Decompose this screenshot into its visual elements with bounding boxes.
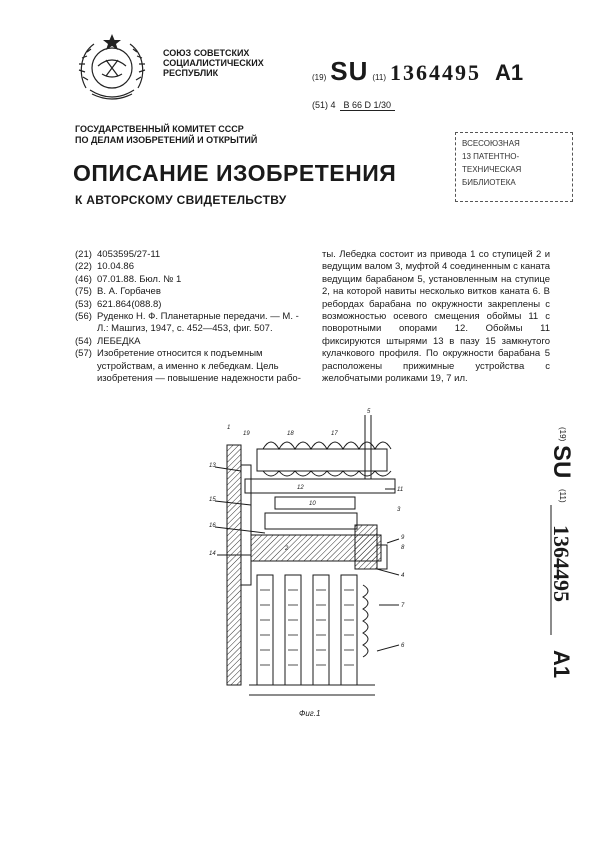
side-country-code: SU <box>548 445 575 479</box>
ipc-class: B 66 D 1/30 <box>340 100 396 111</box>
side-kind-code: A1 <box>549 650 574 679</box>
abstract-text: ты. Лебедка состоит из привода 1 со ступицей 2 и ведущим валом 3, муфтой 4 соединенным с каната ведущим барабаном 5, установленным на ступице 2, на которой навиты несколько витков каната 6. В ребордах барабана по окружности закреплены с возможностью осевого смещения обоймы 11 с поворотными опорами 12. Обоймы 11 фиксируются штырями 13 в пазу 15 замкнутого кулачкового профиля. По окружности барабана 5 расположены прижимные устройства с желобчатыми роликами 19, 7 ил. <box>322 249 550 385</box>
stamp-line: БИБЛИОТЕКА <box>462 178 516 187</box>
label-11: 11 <box>397 487 404 493</box>
patent-number-line <box>312 56 523 84</box>
document-title: ОПИСАНИЕ ИЗОБРЕТЕНИЯ <box>73 160 397 186</box>
biblio-entry <box>75 348 305 385</box>
biblio-code: (57) <box>75 348 92 360</box>
committee-line: ГОСУДАРСТВЕННЫЙ КОМИТЕТ СССР <box>75 124 244 134</box>
label-2: 2 <box>285 546 289 552</box>
side-code-11: (11) <box>558 489 567 503</box>
org-line: СОЦИАЛИСТИЧЕСКИХ <box>163 58 264 68</box>
biblio-code: (46) <box>75 273 92 285</box>
winch-drawing <box>205 405 415 715</box>
figure-caption: Фиг.1 <box>299 709 321 718</box>
code-51: (51) 4 <box>312 100 336 110</box>
biblio-value: Изобретение относится к подъемным устройствам, а именно к лебедкам. Цель изобретения — повышение надежности рабо- <box>97 348 301 385</box>
bibliographic-data <box>75 249 305 385</box>
kind-code: A1 <box>495 60 524 85</box>
biblio-value: ЛЕБЕДКА <box>97 335 141 347</box>
side-patent-digits: 1364495 <box>549 525 574 602</box>
label-18: 18 <box>287 431 294 437</box>
biblio-entry <box>75 336 305 348</box>
label-16: 16 <box>209 523 216 529</box>
stamp-line: ВСЕСОЮЗНАЯ <box>462 139 520 148</box>
stamp-line: ТЕХНИЧЕСКАЯ <box>462 165 522 174</box>
biblio-value: Руденко Н. Ф. Планетарные передачи. — М. - Л.: Машгиз, 1947, с. 452—453, фиг. 507. <box>97 311 299 335</box>
label-7: 7 <box>401 603 405 609</box>
biblio-code: (54) <box>75 335 92 347</box>
label-10: 10 <box>309 501 316 507</box>
label-3: 3 <box>397 507 401 513</box>
side-patent-number <box>548 425 582 715</box>
label-13: 13 <box>209 463 216 469</box>
biblio-entry <box>75 261 305 273</box>
label-15: 15 <box>209 497 216 503</box>
biblio-value: 10.04.86 <box>97 261 134 273</box>
document-subtitle: К АВТОРСКОМУ СВИДЕТЕЛЬСТВУ <box>75 193 287 207</box>
label-5: 5 <box>367 409 371 415</box>
biblio-value: 4053595/27-11 <box>97 249 161 260</box>
biblio-entry <box>75 286 305 298</box>
biblio-code: (21) <box>75 249 92 260</box>
label-6: 6 <box>401 643 405 649</box>
biblio-code: (75) <box>75 286 92 298</box>
biblio-value: В. А. Горбачев <box>97 286 161 298</box>
committee-name <box>75 124 257 146</box>
ipc-line <box>312 100 395 111</box>
label-19: 19 <box>243 431 250 437</box>
biblio-code: (22) <box>75 261 92 273</box>
label-14: 14 <box>209 551 216 557</box>
code-11: (11) <box>372 73 386 82</box>
label-9: 9 <box>401 535 405 541</box>
organization-name <box>163 48 273 78</box>
code-19: (19) <box>312 73 327 82</box>
label-4: 4 <box>401 573 405 579</box>
stamp-line: 13 ПАТЕНТНО- <box>462 152 520 161</box>
biblio-entry <box>75 311 305 336</box>
biblio-entry <box>75 299 305 311</box>
org-line: РЕСПУБЛИК <box>163 68 219 78</box>
country-code: SU <box>330 56 369 86</box>
label-17: 17 <box>331 431 338 437</box>
biblio-code: (56) <box>75 311 92 323</box>
biblio-entry <box>75 274 305 286</box>
biblio-entry <box>75 249 305 261</box>
side-code-19: (19) <box>558 427 567 442</box>
ussr-emblem-icon <box>72 30 152 110</box>
label-12: 12 <box>297 485 304 491</box>
library-stamp <box>455 132 573 202</box>
patent-number: 1364495 <box>390 60 481 85</box>
label-8: 8 <box>401 545 405 551</box>
label-1: 1 <box>227 425 231 431</box>
biblio-value: 07.01.88. Бюл. № 1 <box>97 273 182 285</box>
org-line: СОЮЗ СОВЕТСКИХ <box>163 48 250 58</box>
committee-line: ПО ДЕЛАМ ИЗОБРЕТЕНИЙ И ОТКРЫТИЙ <box>75 135 258 145</box>
biblio-code: (53) <box>75 298 92 310</box>
biblio-value: 621.864(088.8) <box>97 298 162 310</box>
